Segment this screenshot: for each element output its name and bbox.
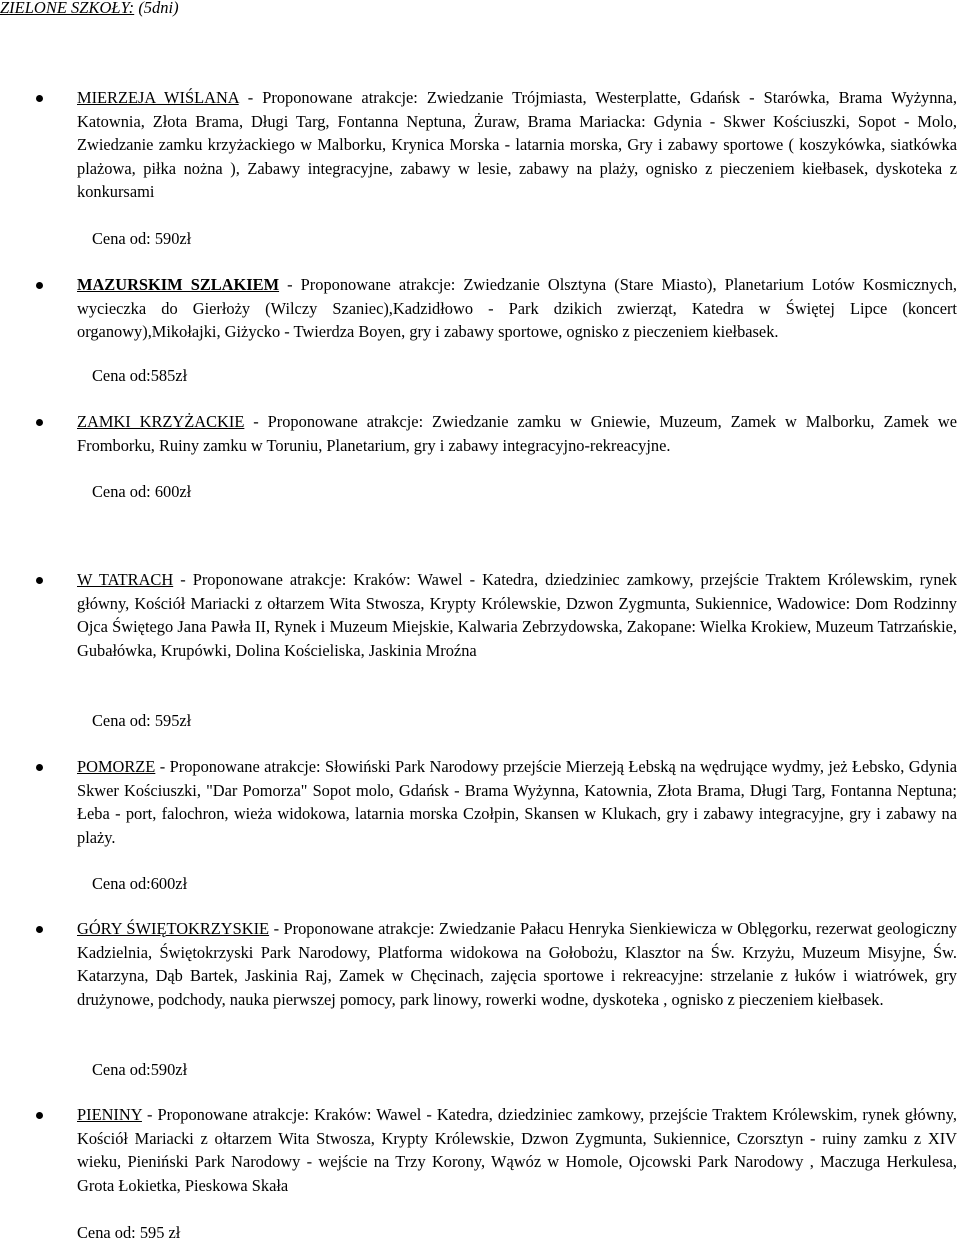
trip-price: Cena od:600zł	[92, 874, 188, 893]
trip-price: Cena od: 595 zł	[77, 1223, 181, 1242]
list-item	[77, 755, 957, 849]
bullet-icon	[36, 764, 43, 771]
trip-description: - Proponowane atrakcje: Zwiedzanie Pałacu Henryka Sienkiewicza w Oblęgorku, rezerwat geologiczny Kadzielnia, Świętokrzyski Park Narodowy, Platforma widokowa na Gołobożu, Klasztor na Św. Krzyżu, Muzeum Misyjne, Św. Katarzyna, Dąb Bartek, Jaskinia Raj, Zamek w Chęcinach, zajęcia sportowe i rekreacyjne: strzelanie z łuków i wiatrówek, gry drużynowe, podchody, nauka pierwszej pomocy, park linowy, rowerki wodne, dyskoteka , ognisko z pieczeniem kiełbasek.	[77, 919, 957, 1009]
trip-description: - Proponowane atrakcje: Zwiedzanie Olsztyna (Stare Miasto), Planetarium Lotów Kosmicznych, wycieczka do Gierłoży (Wilczy Szaniec),Kadzidłowo - Park dzikich zwierząt, Katedra w Świętej Lipce (koncert organowy),Mikołajki, Giżycko - Twierdza Boyen, gry i zabawy sportowe, ognisko z pieczeniem kiełbasek.	[77, 275, 957, 342]
trip-name: ZAMKI KRZYŻACKIE	[77, 412, 245, 431]
trip-price: Cena od:590zł	[92, 1060, 188, 1079]
trip-name: MIERZEJA WIŚLANA	[77, 88, 239, 107]
trip-price: Cena od:585zł	[92, 366, 188, 385]
trip-name: MAZURSKIM SZLAKIEM	[77, 275, 280, 294]
bullet-icon	[36, 926, 43, 933]
list-item	[77, 917, 957, 1011]
list-item	[77, 410, 957, 457]
bullet-icon	[36, 419, 43, 426]
trip-price: Cena od: 590zł	[92, 229, 192, 248]
trip-name: POMORZE	[77, 757, 156, 776]
bullet-icon	[36, 577, 43, 584]
trip-name: PIENINY	[77, 1105, 142, 1124]
header-duration: (5dni)	[138, 0, 179, 17]
bullet-icon	[36, 282, 43, 289]
list-item	[77, 568, 957, 662]
list-item	[77, 273, 957, 344]
trip-description: - Proponowane atrakcje: Słowiński Park Narodowy przejście Mierzeją Łebską na wędrujące wydmy, jeż Łebsko, Gdynia Skwer Kościuszki, "Dar Pomorza" Sopot molo, Gdańsk - Brama Wyżynna, Katownia, Złota Brama, Długi Targ, Fontanna Neptuna; Łeba - port, falochron, wieża widokowa, latarnia morska Czołpin, Skansen w Klukach, gry i zabawy integracyjne, gry i zabawy na plaży.	[77, 757, 957, 847]
trip-description: - Proponowane atrakcje: Kraków: Wawel - Katedra, dziedziniec zamkowy, przejście Traktem Królewskim, rynek główny, Kościół Mariacki z ołtarzem Wita Stwosza, Krypty Królewskie, Dzwon Zygmunta, Sukiennice, Wadowice: Dom Rodzinny Ojca Świętego Jana Pawła II, Rynek i Muzeum Miejskie, Kalwaria Zebrzydowska, Zakopane: Wielka Krokiew, Muzeum Tatrzańskie, Gubałówka, Krupówki, Dolina Kościeliska, Jaskinia Mroźna	[77, 570, 957, 660]
page-header	[0, 0, 179, 20]
trip-description: - Proponowane atrakcje: Zwiedzanie Trójmiasta, Westerplatte, Gdańsk - Starówka, Brama Wyżynna, Katownia, Złota Brama, Długi Targ, Fontanna Neptuna, Żuraw, Brama Mariacka: Gdynia - Skwer Kościuszki, Sopot - Molo, Zwiedzanie zamku krzyżackiego w Malborku, Krynica Morska - latarnia morska, Gry i zabawy sportowe ( koszykówka, siatkówka plażowa, piłka nożna ), Zabawy integracyjne, zabawy w lesie, zabawy na plaży, ognisko z pieczeniem kiełbasek, dyskoteka z konkursami	[77, 88, 957, 202]
trip-price: Cena od: 600zł	[92, 482, 192, 501]
trip-description: - Proponowane atrakcje: Zwiedzanie zamku w Gniewie, Muzeum, Zamek w Malborku, Zamek we Fromborku, Ruiny zamku w Toruniu, Planetarium, gry i zabawy integracyjno-rekreacyjne.	[77, 412, 957, 455]
trip-name: W TATRACH	[77, 570, 174, 589]
trip-price: Cena od: 595zł	[92, 711, 192, 730]
list-item	[77, 1103, 957, 1197]
bullet-icon	[36, 1112, 43, 1119]
trip-name: GÓRY ŚWIĘTOKRZYSKIE	[77, 919, 270, 938]
trip-description: - Proponowane atrakcje: Kraków: Wawel - Katedra, dziedziniec zamkowy, przejście Traktem Królewskim, rynek główny, Kościół Mariacki z ołtarzem Wita Stwosza, Krypty Królewskie, Dzwon Zygmunta, Sukiennice, Czorsztyn - ruiny zamku z XIV wieku, Pieniński Park Narodowy - wejście na Trzy Korony, Wąwóz w Homole, Ojcowski Park Narodowy , Maczuga Herkulesa, Grota Łokietka, Pieskowa Skała	[77, 1105, 957, 1195]
list-item	[77, 86, 957, 204]
header-title: ZIELONE SZKOŁY:	[0, 0, 135, 17]
bullet-icon	[36, 95, 43, 102]
